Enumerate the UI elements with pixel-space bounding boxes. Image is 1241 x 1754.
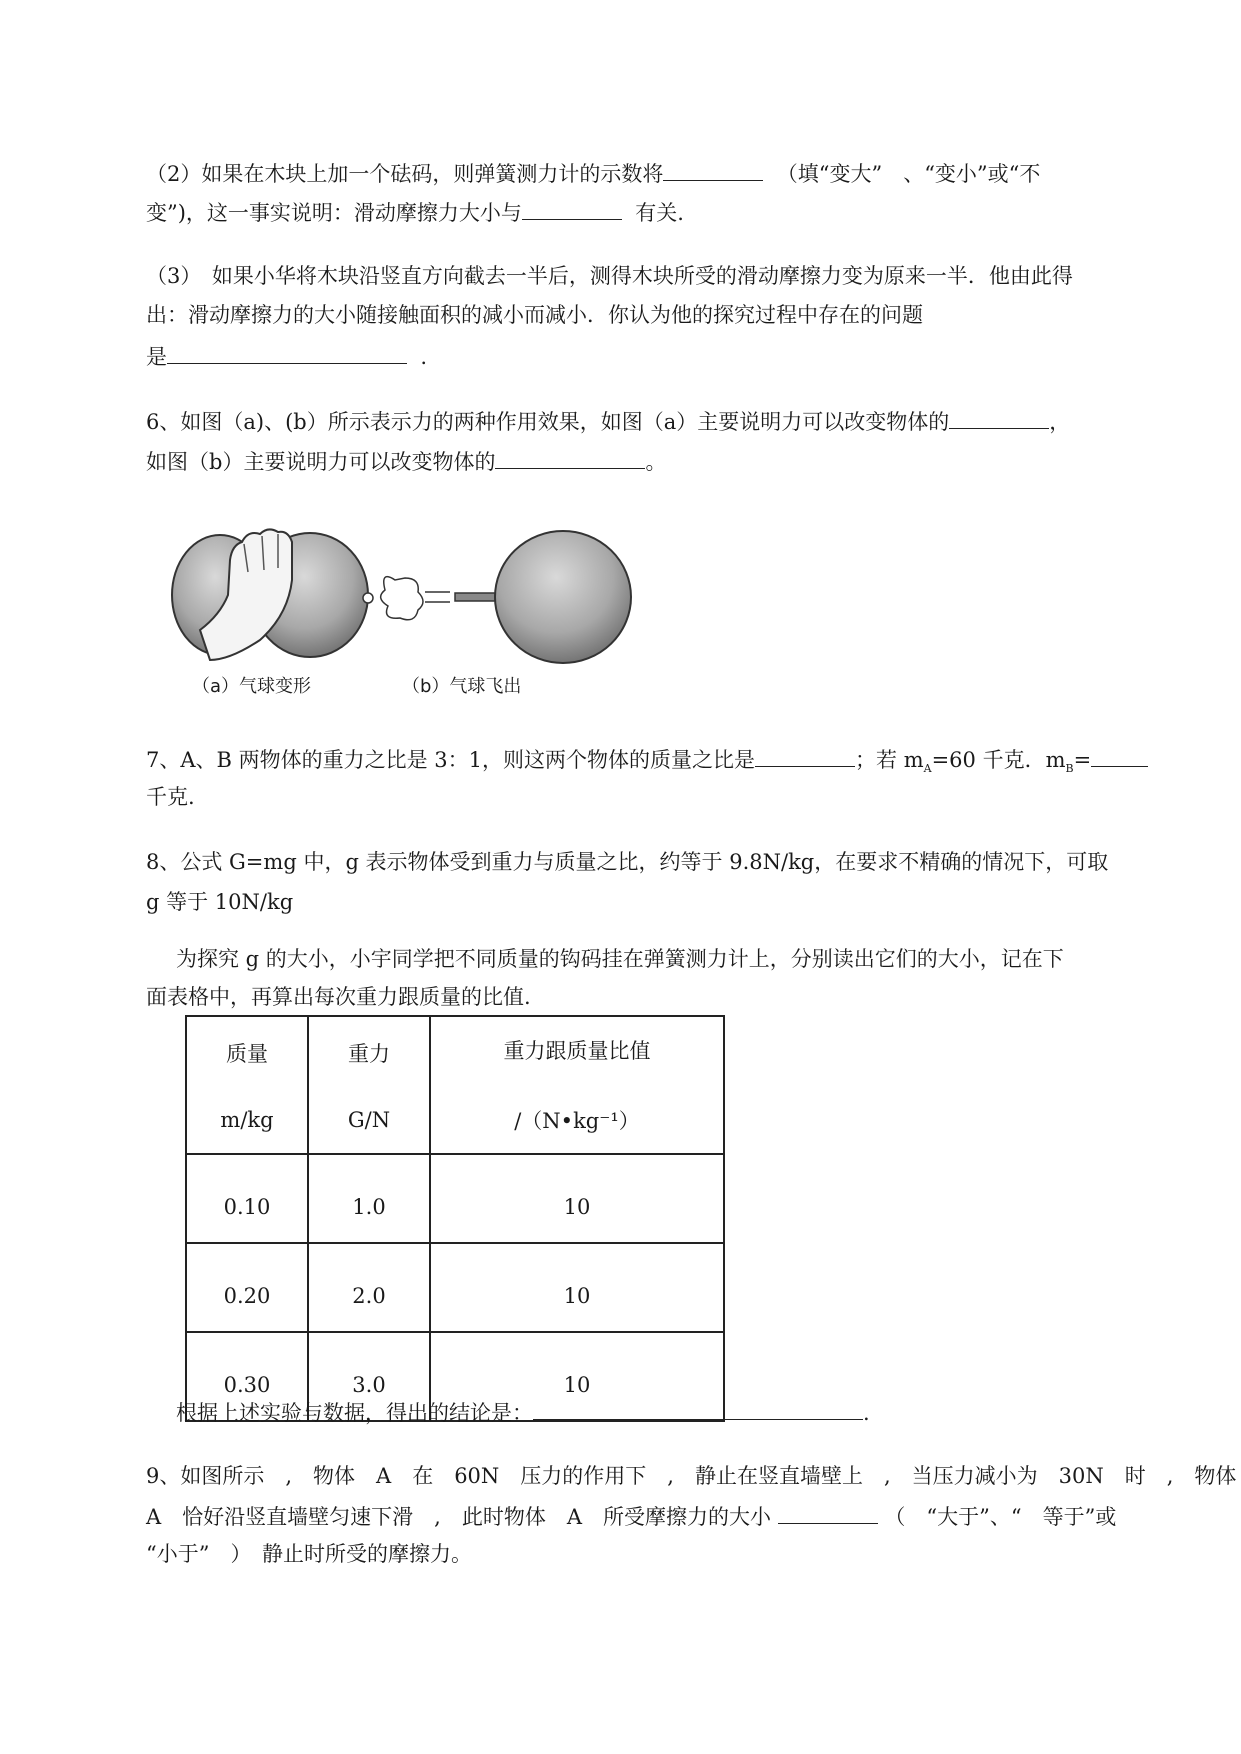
q5-part3-line1: [146, 262, 1073, 290]
answer-blank[interactable]: [167, 341, 407, 364]
q8-line4: [146, 983, 531, 1011]
answer-blank[interactable]: [663, 158, 763, 181]
q7-text: =: [1073, 748, 1092, 772]
q9-text: （ “大于”、“ 等于”或: [884, 1505, 1117, 1529]
table-cell: 1.0: [308, 1154, 430, 1243]
answer-blank[interactable]: [522, 197, 622, 220]
q9-text: A 恰好沿竖直墙壁匀速下滑 , 此时物体 A 所受摩擦力的大小: [146, 1505, 772, 1529]
q9-line1: [146, 1462, 1236, 1490]
q6-text: 6、如图（a)、(b）所示表示力的两种作用效果，如图（a）主要说明力可以改变物体的: [146, 410, 950, 434]
table-row: [186, 1154, 724, 1243]
answer-blank[interactable]: [949, 406, 1049, 429]
q6-text: ，: [1049, 410, 1071, 434]
q6-text: 。: [645, 450, 667, 474]
table-row: [186, 1243, 724, 1332]
q5-part3-line2: [146, 301, 923, 329]
q7-text: ；若 m: [855, 748, 924, 772]
q7-subscript: A: [923, 762, 932, 776]
q7-line1: [146, 744, 1148, 783]
q9-text: 9、如图所示 , 物体 A 在 60N 压力的作用下 , 静止在竖直墙壁上 , 当压力减小为 30N 时 , 物体: [146, 1464, 1237, 1488]
q7-subscript: B: [1065, 762, 1074, 776]
table-cell: 10: [430, 1243, 724, 1332]
q5-part3-text: .: [420, 345, 428, 369]
q8-text: 面表格中，再算出每次重力跟质量的比值.: [146, 985, 531, 1009]
header-unit: m/kg: [220, 1108, 274, 1132]
q8-line1: [146, 848, 1108, 876]
table-header-cell: [430, 1016, 724, 1154]
q8-line2: [146, 888, 293, 916]
q7-text: =60 千克．m: [931, 748, 1066, 772]
q6-line2: [146, 446, 666, 476]
q5-part2-line2: [146, 197, 684, 227]
figure-caption-b: （b）气球飞出: [402, 676, 522, 697]
answer-blank[interactable]: [1091, 744, 1148, 767]
q8-conclusion-line: [176, 1397, 870, 1427]
q9-line2: [146, 1501, 1116, 1531]
q7-text: 7、A、B 两物体的重力之比是 3：1，则这两个物体的质量之比是: [146, 748, 756, 772]
table-header-cell: [186, 1016, 308, 1154]
q8-text: g 等于 10N/kg: [146, 890, 294, 914]
q6-text: 如图（b）主要说明力可以改变物体的: [146, 450, 496, 474]
header-label: 重力跟质量比值: [503, 1039, 651, 1063]
q5-part3-line3: [146, 341, 427, 371]
q9-text: “小于” ） 静止时所受的摩擦力。: [146, 1542, 472, 1566]
q5-part2-text: 有关.: [635, 201, 684, 225]
q5-part3-text: （3） 如果小华将木块沿竖直方向截去一半后，测得木块所受的滑动摩擦力变为原来一半．他由此得: [146, 264, 1073, 288]
q8-conclusion-text: .: [863, 1401, 870, 1425]
header-unit: /（N•kg⁻¹）: [514, 1109, 640, 1133]
balloon-jet-icon: [381, 531, 631, 663]
q6-line1: [146, 406, 1070, 436]
q5-part2-text: （2）如果在木块上加一个砝码，则弹簧测力计的示数将: [146, 162, 664, 186]
q9-line3: [146, 1540, 472, 1568]
header-unit: G/N: [347, 1108, 391, 1132]
answer-blank[interactable]: [755, 744, 855, 767]
table-header-row: [186, 1016, 724, 1154]
header-label: 重力: [348, 1042, 390, 1066]
q8-line3: [176, 945, 1064, 973]
table-header-cell: [308, 1016, 430, 1154]
figure-caption-a: （a）气球变形: [192, 676, 312, 697]
q8-text: 8、公式 G=mg 中，g 表示物体受到重力与质量之比，约等于 9.8N/kg，在要求不精确的情况下，可取: [146, 850, 1109, 874]
table-cell: 0.20: [186, 1243, 308, 1332]
q5-part3-text: 是: [146, 345, 167, 369]
q8-conclusion-text: 根据上述实验与数据，得出的结论是：: [176, 1401, 533, 1425]
q7-text: 千克.: [146, 785, 195, 809]
q8-text: 为探究 g 的大小，小宇同学把不同质量的钩码挂在弹簧测力计上，分别读出它们的大小，记在下: [176, 947, 1064, 971]
answer-blank[interactable]: [778, 1501, 878, 1524]
table-cell: 10: [430, 1332, 724, 1421]
table-cell: 2.0: [308, 1243, 430, 1332]
table-cell: 0.10: [186, 1154, 308, 1243]
q5-part2-text: 变”)，这一事实说明：滑动摩擦力大小与: [146, 201, 522, 225]
q5-part3-text: 出：滑动摩擦力的大小随接触面积的减小而减小．你认为他的探究过程中存在的问题: [146, 303, 923, 327]
q7-line2: [146, 783, 195, 811]
table-cell: 3.0: [308, 1332, 430, 1421]
answer-blank[interactable]: [495, 446, 645, 469]
q5-part2-text: （填“变大” 、“变小”或“不: [776, 162, 1041, 186]
table-cell: 10: [430, 1154, 724, 1243]
data-table: [185, 1015, 725, 1422]
table-cell: 0.30: [186, 1332, 308, 1421]
answer-blank[interactable]: [533, 1397, 863, 1420]
q5-part2-line1: [146, 158, 1040, 188]
hand-squeezing-balloon-icon: [172, 529, 373, 660]
header-label: 质量: [226, 1042, 268, 1066]
